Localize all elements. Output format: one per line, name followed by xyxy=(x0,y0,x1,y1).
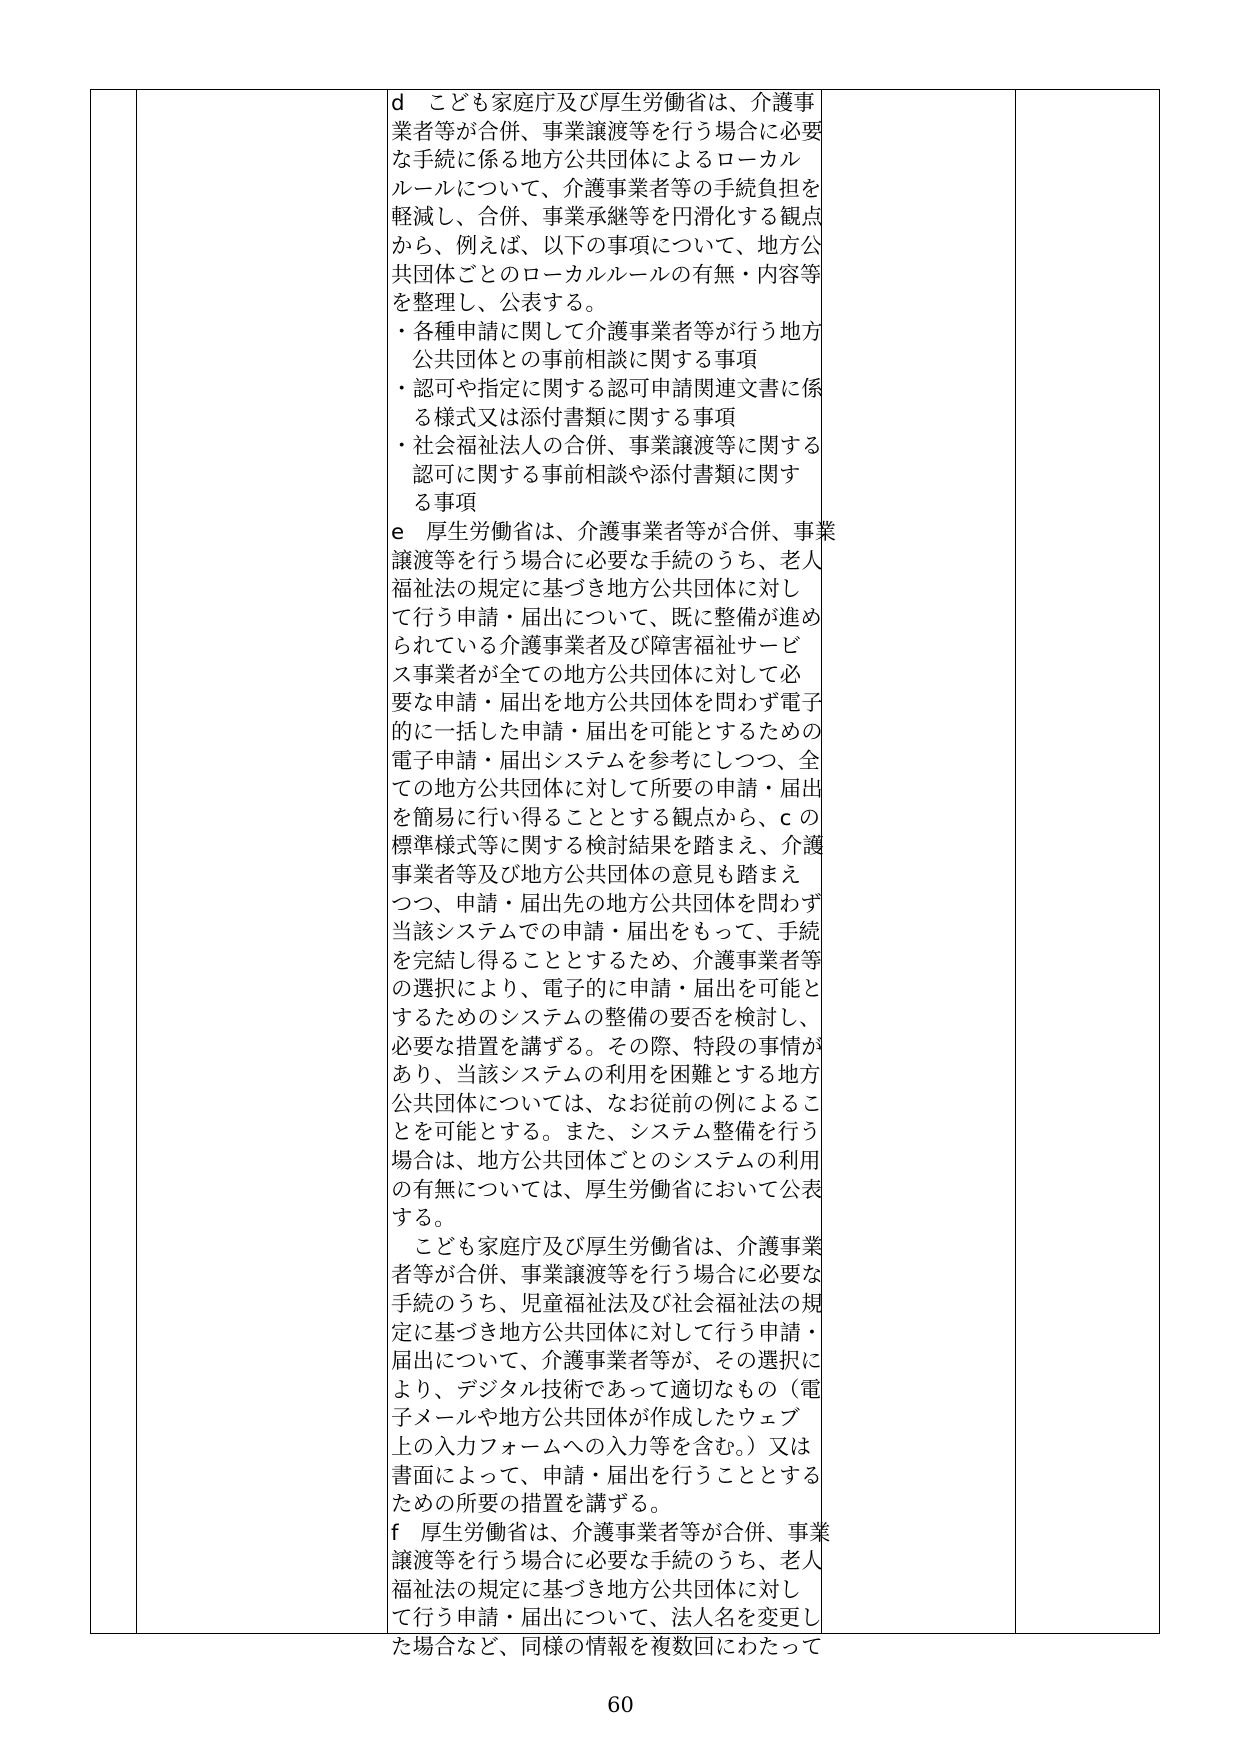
text-line: た場合など、同様の情報を複数回にわたって xyxy=(391,1635,823,1661)
text-line: 軽減し、合併、事業承継等を円滑化する観点 xyxy=(391,205,823,231)
text-line: 標準様式等に関する検討結果を踏まえ、介護 xyxy=(391,834,825,860)
text-line: を完結し得ることとするため、介護事業者等 xyxy=(391,948,822,974)
text-line: 的に一括した申請・届出を可能とするための xyxy=(391,720,823,746)
text-line: る様式又は添付書類に関する事項 xyxy=(412,405,736,431)
text-line: を簡易に行い得ることとする観点から、c の xyxy=(391,805,821,831)
text-line: て行う申請・届出について、既に整備が進め xyxy=(391,605,822,631)
text-line: 要な申請・届出を地方公共団体を問わず電子 xyxy=(391,691,823,717)
text-line: 子メールや地方公共団体が作成したウェブ xyxy=(391,1406,800,1432)
text-line: ルールについて、介護事業者等の手続負担を xyxy=(391,176,822,202)
text-line: 定に基づき地方公共団体に対して行う申請・ xyxy=(391,1320,823,1346)
text-line: 電子申請・届出システムを参考にしつつ、全 xyxy=(391,748,820,774)
text-line: 事業者等及び地方公共団体の意見も踏まえ xyxy=(391,863,802,889)
text-line: ての地方公共団体に対して所要の申請・届出 xyxy=(391,777,823,803)
text-line: 業者等が合併、事業譲渡等を行う場合に必要 xyxy=(391,119,823,145)
text-line: 当該システムでの申請・届出をもって、手続 xyxy=(391,920,821,946)
text-line: 上の入力フォームへの入力等を含む。）又は xyxy=(391,1434,812,1460)
text-line: る事項 xyxy=(412,491,477,517)
text-line: あり、当該システムの利用を困難とする地方 xyxy=(391,1063,821,1089)
text-line: 手続のうち、児童福祉法及び社会福祉法の規 xyxy=(391,1291,823,1317)
text-line: e 厚生労働省は、介護事業者等が合併、事業 xyxy=(391,519,837,545)
text-line: 書面によって、申請・届出を行うこととする xyxy=(391,1463,823,1489)
text-line: 譲渡等を行う場合に必要な手続のうち、老人 xyxy=(391,1549,823,1575)
text-line: ・認可や指定に関する認可申請関連文書に係 xyxy=(391,376,823,402)
text-line: とを可能とする。また、システム整備を行う xyxy=(391,1120,821,1146)
text-line: ・各種申請に関して介護事業者等が行う地方 xyxy=(391,319,823,345)
text-line: 公共団体との事前相談に関する事項 xyxy=(412,348,758,374)
text-line: こども家庭庁及び厚生労働省は、介護事業 xyxy=(391,1234,823,1260)
column-divider-1 xyxy=(136,89,137,1634)
text-line: つつ、申請・届出先の地方公共団体を問わず xyxy=(391,891,822,917)
page-number: 60 xyxy=(607,1693,634,1717)
measure-description-cell xyxy=(388,89,837,1663)
text-line: d こども家庭庁及び厚生労働省は、介護事 xyxy=(391,91,816,116)
text-line: 福祉法の規定に基づき地方公共団体に対し xyxy=(391,577,802,603)
text-line: ス事業者が全ての地方公共団体に対して必 xyxy=(391,662,802,688)
text-line: より、デジタル技術であって適切なもの（電 xyxy=(391,1377,822,1403)
text-line: を整理し、公表する。 xyxy=(391,291,607,317)
text-line: ための所要の措置を講ずる。 xyxy=(391,1492,672,1518)
text-line: f 厚生労働省は、介護事業者等が合併、事業 xyxy=(391,1520,831,1546)
text-line: 譲渡等を行う場合に必要な手続のうち、老人 xyxy=(391,548,823,574)
text-line: られている介護事業者及び障害福祉サービ xyxy=(391,634,802,660)
text-line: 届出について、介護事業者等が、その選択に xyxy=(391,1349,822,1375)
text-line: な手続に係る地方公共団体によるローカル xyxy=(391,148,801,174)
text-line: の有無については、厚生労働省において公表 xyxy=(391,1177,823,1203)
text-line: するためのシステムの整備の要否を検討し、 xyxy=(391,1006,821,1031)
text-line: から、例えば、以下の事項について、地方公 xyxy=(391,233,822,259)
text-line: 場合は、地方公共団体ごとのシステムの利用 xyxy=(391,1148,821,1174)
text-line: ・社会福祉法人の合併、事業譲渡等に関する xyxy=(391,434,823,460)
text-line: する。 xyxy=(391,1206,456,1232)
text-line: 公共団体については、なお従前の例によるこ xyxy=(391,1091,823,1117)
text-line: 者等が合併、事業譲渡等を行う場合に必要な xyxy=(391,1263,823,1289)
text-line: 必要な措置を講ずる。その際、特段の事情が xyxy=(391,1034,823,1060)
text-line: の選択により、電子的に申請・届出を可能と xyxy=(391,977,823,1003)
text-line: 認可に関する事前相談や添付書類に関す xyxy=(412,462,801,488)
document-table xyxy=(90,89,1160,1661)
text-line: 福祉法の規定に基づき地方公共団体に対し xyxy=(391,1577,802,1603)
text-line: て行う申請・届出について、法人名を変更し xyxy=(391,1606,822,1632)
column-divider-4 xyxy=(1015,89,1016,1634)
text-line: 共団体ごとのローカルルールの有無・内容等 xyxy=(391,262,822,288)
